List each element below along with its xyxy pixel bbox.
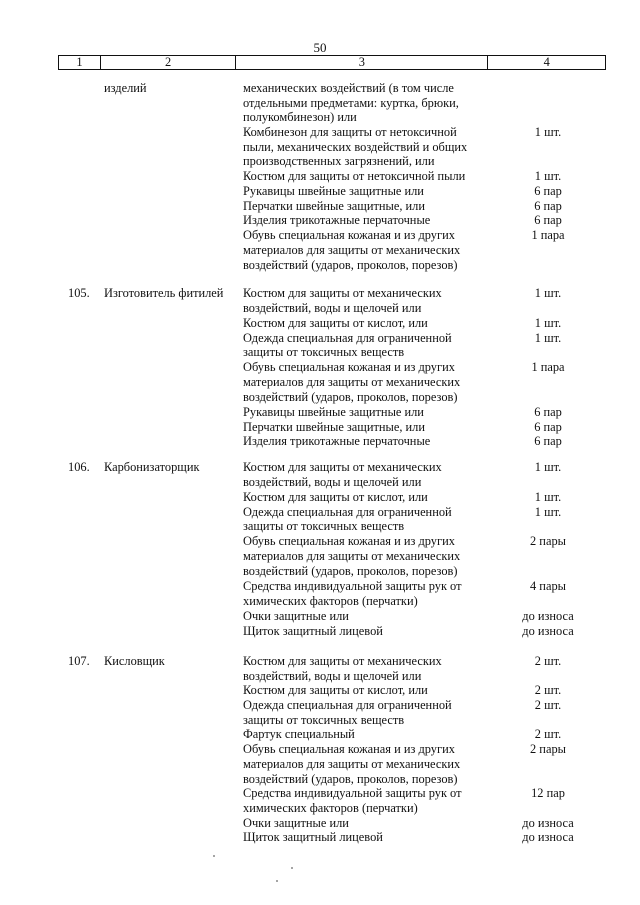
quantity-cell: 2 шт. <box>534 727 562 741</box>
quantity-cell: 6 пар <box>534 434 562 448</box>
quantity-cell: до износа <box>522 609 574 623</box>
column-header-2: 2 <box>100 56 236 69</box>
quantity-cell: до износа <box>522 830 574 844</box>
ppe-item-line: механических воздействий (в том числе <box>243 81 454 95</box>
ppe-item-line: Рукавицы швейные защитные или <box>243 405 424 419</box>
quantity-cell: 1 шт. <box>534 460 562 474</box>
quantity-cell: 2 шт. <box>534 654 562 668</box>
profession-cell: Изготовитель фитилей <box>104 286 224 300</box>
ppe-item-line: пыли, механических воздействий и общих <box>243 140 468 154</box>
quantity-cell: 1 шт. <box>534 286 562 300</box>
ppe-item-line: защиты от токсичных веществ <box>243 519 405 533</box>
ppe-item-line: Костюм для защиты от механических <box>243 654 442 668</box>
ppe-item-line: воздействий (ударов, проколов, порезов) <box>243 258 458 272</box>
quantity-cell: до износа <box>522 624 574 638</box>
quantity-cell: 1 шт. <box>534 169 562 183</box>
ppe-item-line: полукомбинезон) или <box>243 110 357 124</box>
ppe-item-line: материалов для защиты от механических <box>243 375 461 389</box>
quantity-cell: 1 пара <box>531 360 565 374</box>
row-number: 107. <box>68 654 90 668</box>
ppe-item-line: химических факторов (перчатки) <box>243 594 418 608</box>
ppe-item-line: отдельными предметами: куртка, брюки, <box>243 96 459 110</box>
ppe-item-line: Костюм для защиты от кислот, или <box>243 683 428 697</box>
quantity-cell: 2 шт. <box>534 683 562 697</box>
ppe-item-line: материалов для защиты от механических <box>243 757 461 771</box>
row-number: 106. <box>68 460 90 474</box>
ppe-item-line: материалов для защиты от механических <box>243 549 461 563</box>
ppe-item-line: воздействий (ударов, проколов, порезов) <box>243 564 458 578</box>
scan-speck <box>213 855 215 857</box>
column-header-4: 4 <box>487 56 605 69</box>
ppe-item-line: производственных загрязнений, или <box>243 154 435 168</box>
quantity-cell: 6 пар <box>534 405 562 419</box>
column-header-1: 1 <box>76 55 83 69</box>
row-number: 105. <box>68 286 90 300</box>
ppe-item-line: Перчатки швейные защитные, или <box>243 420 425 434</box>
ppe-item-line: Перчатки швейные защитные, или <box>243 199 425 213</box>
ppe-item-line: Одежда специальная для ограниченной <box>243 698 452 712</box>
quantity-cell: 6 пар <box>534 420 562 434</box>
quantity-cell: 1 шт. <box>534 316 562 330</box>
scan-speck <box>291 867 293 869</box>
ppe-item-line: Щиток защитный лицевой <box>243 624 383 638</box>
quantity-cell: 2 пары <box>530 534 566 548</box>
quantity-cell: 1 шт. <box>534 331 562 345</box>
ppe-item-line: Изделия трикотажные перчаточные <box>243 434 431 448</box>
ppe-item-line: Обувь специальная кожаная и из других <box>243 360 455 374</box>
profession-cell: Кисловщик <box>104 654 165 668</box>
ppe-item-line: Костюм для защиты от кислот, или <box>243 490 428 504</box>
ppe-item-line: Одежда специальная для ограниченной <box>243 331 452 345</box>
ppe-item-line: Обувь специальная кожаная и из других <box>243 534 455 548</box>
quantity-cell: 1 шт. <box>534 125 562 139</box>
quantity-cell: 6 пар <box>534 213 562 227</box>
ppe-item-line: воздействий, воды и щелочей или <box>243 301 422 315</box>
ppe-item-line: воздействий (ударов, проколов, порезов) <box>243 772 458 786</box>
ppe-item-line: Щиток защитный лицевой <box>243 830 383 844</box>
ppe-item-line: Комбинезон для защиты от нетоксичной <box>243 125 457 139</box>
ppe-item-line: Костюм для защиты от нетоксичной пыли <box>243 169 466 183</box>
quantity-cell: 12 пар <box>531 786 565 800</box>
ppe-item-line: Костюм для защиты от кислот, или <box>243 316 428 330</box>
ppe-item-line: химических факторов (перчатки) <box>243 801 418 815</box>
ppe-item-line: Обувь специальная кожаная и из других <box>243 742 455 756</box>
quantity-cell: 2 пары <box>530 742 566 756</box>
profession-cell: изделий <box>104 81 147 95</box>
quantity-cell: 1 пара <box>531 228 565 242</box>
ppe-item-line: Фартук специальный <box>243 727 355 741</box>
ppe-item-line: Рукавицы швейные защитные или <box>243 184 424 198</box>
ppe-item-line: Средства индивидуальной защиты рук от <box>243 579 462 593</box>
profession-cell: Карбонизаторщик <box>104 460 200 474</box>
quantity-cell: до износа <box>522 816 574 830</box>
quantity-cell: 6 пар <box>534 199 562 213</box>
quantity-cell: 6 пар <box>534 184 562 198</box>
ppe-item-line: Изделия трикотажные перчаточные <box>243 213 431 227</box>
quantity-cell: 2 шт. <box>534 698 562 712</box>
ppe-item-line: Костюм для защиты от механических <box>243 286 442 300</box>
ppe-item-line: защиты от токсичных веществ <box>243 345 405 359</box>
ppe-item-line: Обувь специальная кожаная и из других <box>243 228 455 242</box>
ppe-item-line: Средства индивидуальной защиты рук от <box>243 786 462 800</box>
page-number: 50 <box>313 40 327 55</box>
quantity-cell: 1 шт. <box>534 490 562 504</box>
ppe-item-line: воздействий (ударов, проколов, порезов) <box>243 390 458 404</box>
ppe-item-line: воздействий, воды и щелочей или <box>243 475 422 489</box>
scan-speck <box>276 880 278 882</box>
quantity-cell: 4 пары <box>530 579 566 593</box>
ppe-item-line: воздействий, воды и щелочей или <box>243 669 422 683</box>
ppe-item-line: Костюм для защиты от механических <box>243 460 442 474</box>
ppe-item-line: Очки защитные или <box>243 609 349 623</box>
ppe-item-line: Очки защитные или <box>243 816 349 830</box>
ppe-item-line: Одежда специальная для ограниченной <box>243 505 452 519</box>
ppe-item-line: материалов для защиты от механических <box>243 243 461 257</box>
column-header-3: 3 <box>235 56 487 69</box>
quantity-cell: 1 шт. <box>534 505 562 519</box>
ppe-item-line: защиты от токсичных веществ <box>243 713 405 727</box>
table-header-row <box>58 55 606 70</box>
